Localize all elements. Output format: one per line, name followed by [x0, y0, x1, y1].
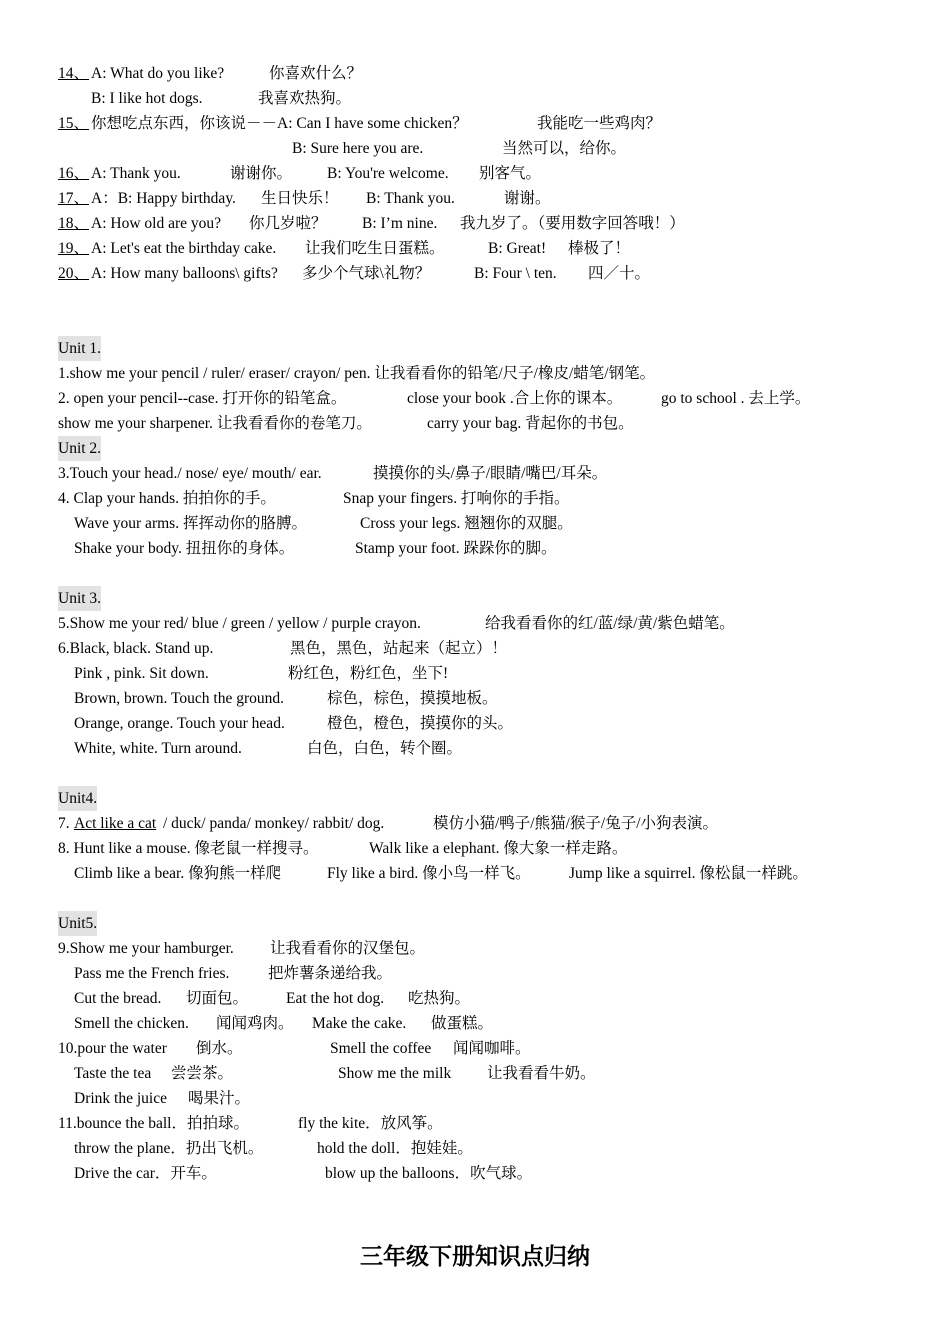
item-number: 7.: [58, 815, 70, 832]
phrase: Smell the coffee: [330, 1040, 432, 1057]
phrase: Wave your arms. 挥挥动你的胳膊。: [74, 515, 307, 532]
text-line: [0, 1136, 950, 1161]
phrase: Walk like a elephant. 像大象一样走路。: [369, 840, 628, 857]
phrase: blow up the balloons．吹气球。: [325, 1165, 533, 1182]
phrase: 尝尝茶。: [171, 1065, 234, 1082]
text-line: [0, 1086, 950, 1111]
dialogue-english: B: You're welcome.: [327, 165, 449, 182]
text-line: [0, 386, 950, 411]
phrase: 1.show me your pencil / ruler/ eraser/ crayon/ pen. 让我看看你的铅笔/尺子/橡皮/蜡笔/钢笔。: [58, 365, 656, 382]
phrase: Smell the chicken.: [74, 1015, 189, 1032]
phrase: 6.Black, black. Stand up.: [58, 640, 214, 657]
item-number: 20、: [58, 265, 90, 282]
phrase: 做蛋糕。: [431, 1015, 494, 1032]
phrase: 11.bounce the ball．拍拍球。: [58, 1115, 249, 1132]
phrase: Cross your legs. 翘翘你的双腿。: [360, 515, 573, 532]
dialogue-chinese: 棒极了！: [568, 240, 631, 257]
dialogue-chinese: 多少个气球\礼物？: [302, 265, 431, 282]
unit-heading: [0, 786, 950, 811]
phrase: hold the doll．抱娃娃。: [317, 1140, 473, 1157]
dialogue-english: A：B: Happy birthday.: [91, 190, 236, 207]
phrase: Climb like a bear. 像狗熊一样爬: [74, 865, 282, 882]
dialogue-chinese: 我九岁了。（要用数字回答哦！）: [460, 215, 685, 232]
text-line: [0, 861, 950, 886]
dialogue-chinese: 我能吃一些鸡肉？: [537, 115, 662, 132]
phrase: 让我看看牛奶。: [487, 1065, 596, 1082]
phrase: go to school . 去上学。: [661, 390, 811, 407]
phrase: show me your sharpener. 让我看看你的卷笔刀。: [58, 415, 372, 432]
dialogue-chinese: 生日快乐！: [261, 190, 339, 207]
text-line: [0, 536, 950, 561]
dialogue-chinese: 你喜欢什么？: [269, 65, 363, 82]
section-title: 三年级下册知识点归纳: [360, 1244, 590, 1269]
text-line: [0, 1111, 950, 1136]
phrase: 9.Show me your hamburger.: [58, 940, 234, 957]
phrase: 5.Show me your red/ blue / green / yellow / purple crayon.: [58, 615, 421, 632]
text-line: [0, 461, 950, 486]
text-line: [0, 661, 950, 686]
phrase: fly the kite．放风筝。: [298, 1115, 443, 1132]
text-line: [0, 1036, 950, 1061]
phrase: 切面包。: [186, 990, 249, 1007]
text-line: [0, 1161, 950, 1186]
phrase: 粉红色，粉红色，坐下!: [288, 665, 449, 682]
phrase: Brown, brown. Touch the ground.: [74, 690, 285, 707]
phrase: 闻闻鸡肉。: [216, 1015, 294, 1032]
phrase: 摸摸你的头/鼻子/眼睛/嘴巴/耳朵。: [373, 465, 608, 482]
qa-line: [0, 161, 950, 186]
dialogue-english: B: Thank you.: [366, 190, 455, 207]
text-line: [0, 986, 950, 1011]
phrase: Orange, orange. Touch your head.: [74, 715, 285, 732]
phrase: Stamp your foot. 跺跺你的脚。: [355, 540, 557, 557]
phrase: Fly like a bird. 像小鸟一样飞。: [327, 865, 531, 882]
phrase: Cut the bread.: [74, 990, 162, 1007]
text-line: [0, 361, 950, 386]
qa-line: [0, 61, 950, 86]
phrase: 闻闻咖啡。: [453, 1040, 531, 1057]
dialogue-chinese: 让我们吃生日蛋糕。: [305, 240, 445, 257]
dialogue-english: A: Let's eat the birthday cake.: [91, 240, 277, 257]
text-line: [0, 486, 950, 511]
item-number: 18、: [58, 215, 90, 232]
phrase: 倒水。: [196, 1040, 243, 1057]
phrase: Make the cake.: [312, 1015, 407, 1032]
phrase: throw the plane．扔出飞机。: [74, 1140, 264, 1157]
phrase: Drink the juice: [74, 1090, 167, 1107]
phrase: Eat the hot dog.: [286, 990, 385, 1007]
text-line: [0, 711, 950, 736]
item-number: 17、: [58, 190, 90, 207]
phrase: 3.Touch your head./ nose/ eye/ mouth/ ear.: [58, 465, 322, 482]
text-line: [0, 411, 950, 436]
phrase: 8. Hunt like a mouse. 像老鼠一样搜寻。: [58, 840, 319, 857]
phrase: 黑色，黑色，站起来（起立）！: [290, 640, 508, 657]
text-line: [0, 511, 950, 536]
phrase: 模仿小猫/鸭子/熊猫/猴子/兔子/小狗表演。: [433, 815, 719, 832]
text-line: [0, 1011, 950, 1036]
phrase: 4. Clap your hands. 拍拍你的手。: [58, 490, 276, 507]
phrase: Snap your fingers. 打响你的手指。: [343, 490, 570, 507]
dialogue-english: B: Four \ ten.: [474, 265, 557, 282]
qa-line: [0, 111, 950, 136]
phrase: 2. open your pencil--case. 打开你的铅笔盒。: [58, 390, 347, 407]
dialogue-english: B: Great!: [488, 240, 547, 257]
phrase: 吃热狗。: [408, 990, 471, 1007]
phrase: 喝果汁。: [188, 1090, 251, 1107]
text-line: [0, 1061, 950, 1086]
text-line: [0, 836, 950, 861]
phrase: 棕色，棕色，摸摸地板。: [327, 690, 498, 707]
qa-line: [0, 211, 950, 236]
unit-4-heading: Unit4.: [58, 786, 97, 811]
unit-heading: [0, 911, 950, 936]
item-number: 14、: [58, 65, 90, 82]
phrase: carry your bag. 背起你的书包。: [427, 415, 634, 432]
dialogue-chinese: 谢谢。: [504, 190, 551, 207]
qa-line: [0, 86, 950, 111]
phrase: Shake your body. 扭扭你的身体。: [74, 540, 295, 557]
phrase: Pink , pink. Sit down.: [74, 665, 209, 682]
item-number: 19、: [58, 240, 90, 257]
qa-line: [0, 261, 950, 286]
dialogue-english: B: Sure here you are.: [292, 140, 424, 157]
phrase: / duck/ panda/ monkey/ rabbit/ dog.: [163, 815, 385, 832]
item-number: 16、: [58, 165, 90, 182]
text-line: [0, 636, 950, 661]
dialogue-english: A: How many balloons\ gifts?: [91, 265, 278, 282]
text-line: [0, 686, 950, 711]
phrase: 让我看看你的汉堡包。: [270, 940, 426, 957]
phrase: close your book .合上你的课本。: [407, 390, 623, 407]
underlined-phrase: Act like a cat: [74, 815, 157, 832]
text-line: [0, 736, 950, 761]
dialogue-english: A: How old are you?: [91, 215, 221, 232]
unit-heading: [0, 436, 950, 461]
text-line: [0, 611, 950, 636]
dialogue-english: 你想吃点东西，你该说－－A: Can I have some chicken？: [91, 115, 468, 132]
dialogue-chinese: 谢谢你。: [230, 165, 293, 182]
qa-line: [0, 186, 950, 211]
text-line: [0, 936, 950, 961]
dialogue-chinese: 别客气。: [479, 165, 542, 182]
unit-3-heading: Unit 3.: [58, 586, 101, 611]
unit-heading: [0, 586, 950, 611]
phrase: 把炸薯条递给我。: [268, 965, 393, 982]
unit-1-heading: Unit 1.: [58, 336, 101, 361]
dialogue-english: B: I’m nine.: [362, 215, 438, 232]
phrase: Drive the car．开车。: [74, 1165, 217, 1182]
phrase: Show me the milk: [338, 1065, 452, 1082]
item-number: 15、: [58, 115, 90, 132]
phrase: 10.pour the water: [58, 1040, 167, 1057]
text-line: [0, 811, 950, 836]
dialogue-chinese: 当然可以，给你。: [502, 140, 627, 157]
qa-line: [0, 136, 950, 161]
phrase: White, white. Turn around.: [74, 740, 242, 757]
dialogue-english: A: What do you like?: [91, 65, 225, 82]
phrase: Taste the tea: [74, 1065, 152, 1082]
qa-line: [0, 236, 950, 261]
dialogue-english: A: Thank you.: [91, 165, 181, 182]
unit-5-heading: Unit5.: [58, 911, 97, 936]
dialogue-english: B: I like hot dogs.: [91, 90, 203, 107]
unit-heading: [0, 336, 950, 361]
phrase: 给我看看你的红/蓝/绿/黄/紫色蜡笔。: [485, 615, 735, 632]
dialogue-chinese: 四／十。: [588, 265, 651, 282]
phrase: 白色，白色，转个圈。: [307, 740, 463, 757]
dialogue-chinese: 你几岁啦？: [249, 215, 327, 232]
dialogue-chinese: 我喜欢热狗。: [258, 90, 352, 107]
phrase: Pass me the French fries.: [74, 965, 230, 982]
phrase: 橙色，橙色，摸摸你的头。: [327, 715, 514, 732]
text-line: [0, 961, 950, 986]
phrase: Jump like a squirrel. 像松鼠一样跳。: [569, 865, 808, 882]
unit-2-heading: Unit 2.: [58, 436, 101, 461]
